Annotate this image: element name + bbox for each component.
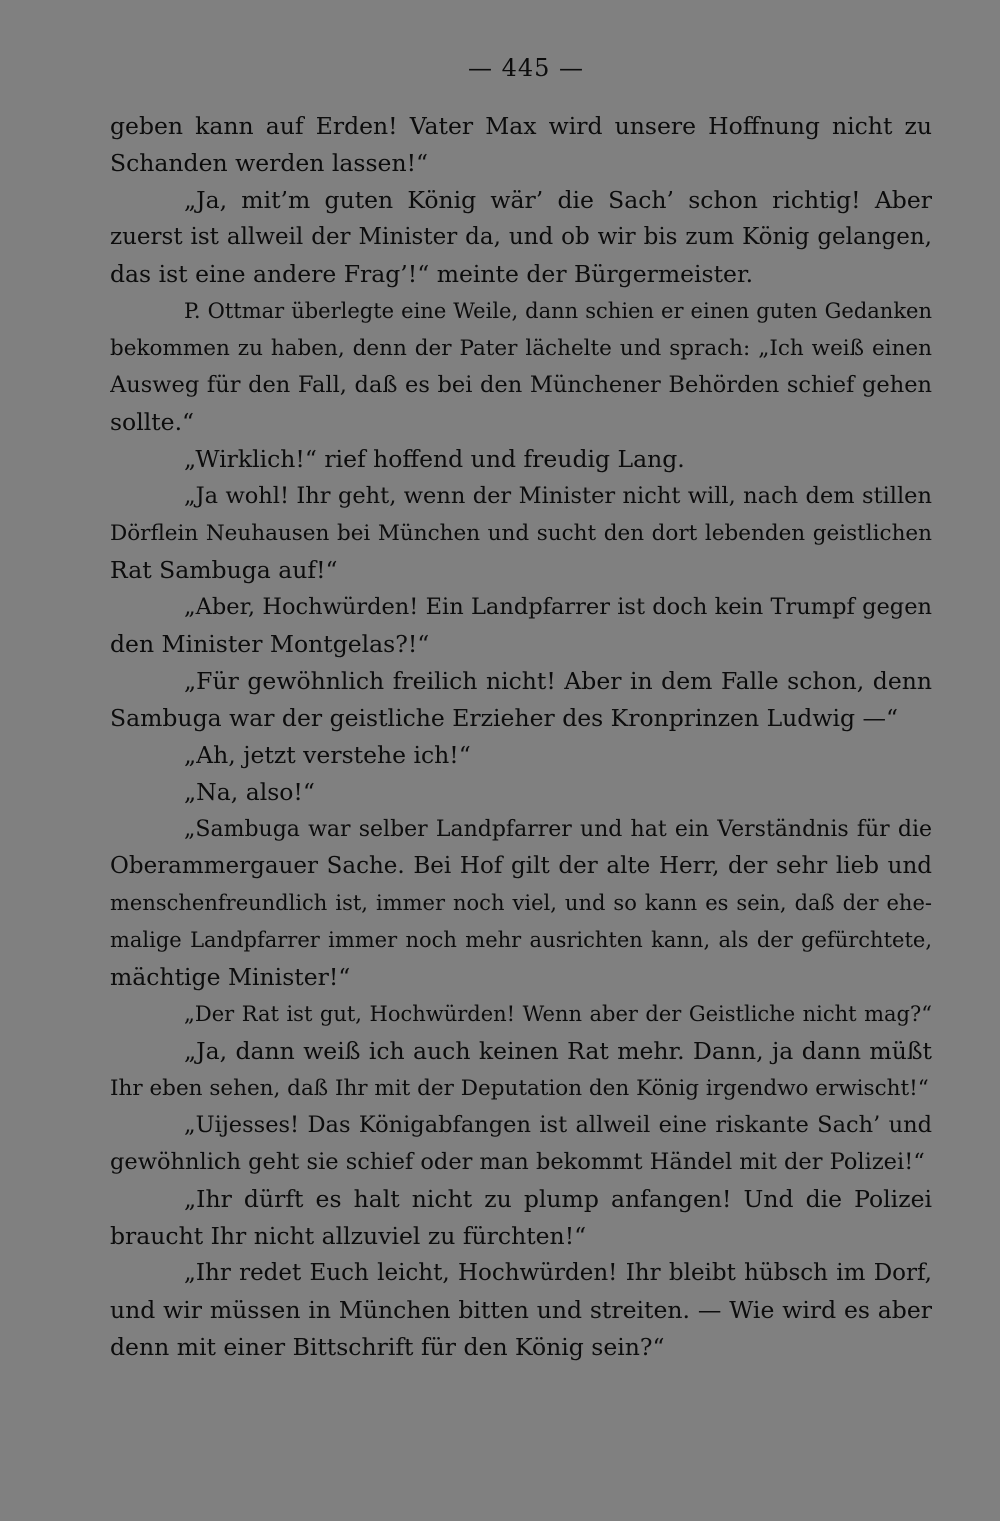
text-line: „Der Rat ist gut, Hochwürden! Wenn aber der Geistliche nicht mag?“ [184, 1002, 932, 1026]
text-line: geben kann auf Erden! Vater Max wird unsere Hoffnung nicht zu [110, 112, 932, 140]
text-line: „Ah, jetzt verstehe ich!“ [184, 741, 471, 769]
text-line: „Uijesses! Das Königabfangen ist allweil eine riskante Sach’ und [184, 1112, 932, 1138]
page-number: — 445 — [467, 54, 585, 82]
text-line: „Ihr dürft es halt nicht zu plump anfangen! Und die Polizei [184, 1185, 932, 1213]
text-line: gewöhnlich geht sie schief oder man bekommt Händel mit der Polizei!“ [110, 1149, 925, 1175]
text-line: „Ja wohl! Ihr geht, wenn der Minister nicht will, nach dem stillen [184, 483, 932, 509]
text-line: Ausweg für den Fall, daß es bei den Münchener Behörden schief gehen [110, 372, 932, 398]
text-line: „Ja, dann weiß ich auch keinen Rat mehr. Dann, ja dann müßt [184, 1037, 932, 1065]
text-line: „Ihr redet Euch leicht, Hochwürden! Ihr bleibt hübsch im Dorf, [184, 1260, 932, 1286]
text-line: mächtige Minister!“ [110, 963, 351, 991]
text-line: Oberammergauer Sache. Bei Hof gilt der alte Herr, der sehr lieb und [110, 853, 932, 879]
text-line: Ihr eben sehen, daß Ihr mit der Deputation den König irgendwo erwischt!“ [110, 1076, 929, 1101]
text-line: menschenfreundlich ist, immer noch viel, und so kann es sein, daß der ehe- [110, 891, 932, 915]
text-line: das ist eine andere Frag’!“ meinte der Bürgermeister. [110, 260, 754, 288]
text-line: Sambuga war der geistliche Erzieher des Kronprinzen Ludwig —“ [110, 704, 899, 732]
text-line: sollte.“ [110, 408, 195, 436]
text-line: bekommen zu haben, denn der Pater lächelte und sprach: „Ich weiß einen [110, 336, 932, 361]
text-line: denn mit einer Bittschrift für den König sein?“ [110, 1333, 665, 1361]
text-line: zuerst ist allweil der Minister da, und ob wir bis zum König gelangen, [110, 224, 932, 250]
text-line: malige Landpfarrer immer noch mehr ausrichten kann, als der gefürchtete, [110, 928, 932, 952]
text-line: den Minister Montgelas?!“ [110, 630, 430, 658]
text-line: „Aber, Hochwürden! Ein Landpfarrer ist doch kein Trumpf gegen [184, 594, 932, 620]
text-line: und wir müssen in München bitten und streiten. — Wie wird es aber [110, 1296, 932, 1324]
text-line: P. Ottmar überlegte eine Weile, dann schien er einen guten Gedanken [184, 299, 932, 323]
text-line: Dörflein Neuhausen bei München und sucht den dort lebenden geistlichen [110, 521, 932, 546]
text-line: „Sambuga war selber Landpfarrer und hat ein Verständnis für die [184, 817, 932, 842]
body-text [110, 108, 932, 1366]
text-line: Schanden werden lassen!“ [110, 149, 429, 177]
text-line: Rat Sambuga auf!“ [110, 556, 338, 584]
text-line: „Wirklich!“ rief hoffend und freudig Lang. [184, 445, 685, 473]
text-line: „Ja, mit’m guten König wär’ die Sach’ schon richtig! Aber [184, 186, 932, 214]
text-line: „Na, also!“ [184, 778, 315, 806]
text-line: „Für gewöhnlich freilich nicht! Aber in dem Falle schon, denn [184, 667, 932, 695]
text-line: braucht Ihr nicht allzuviel zu fürchten!“ [110, 1222, 587, 1250]
